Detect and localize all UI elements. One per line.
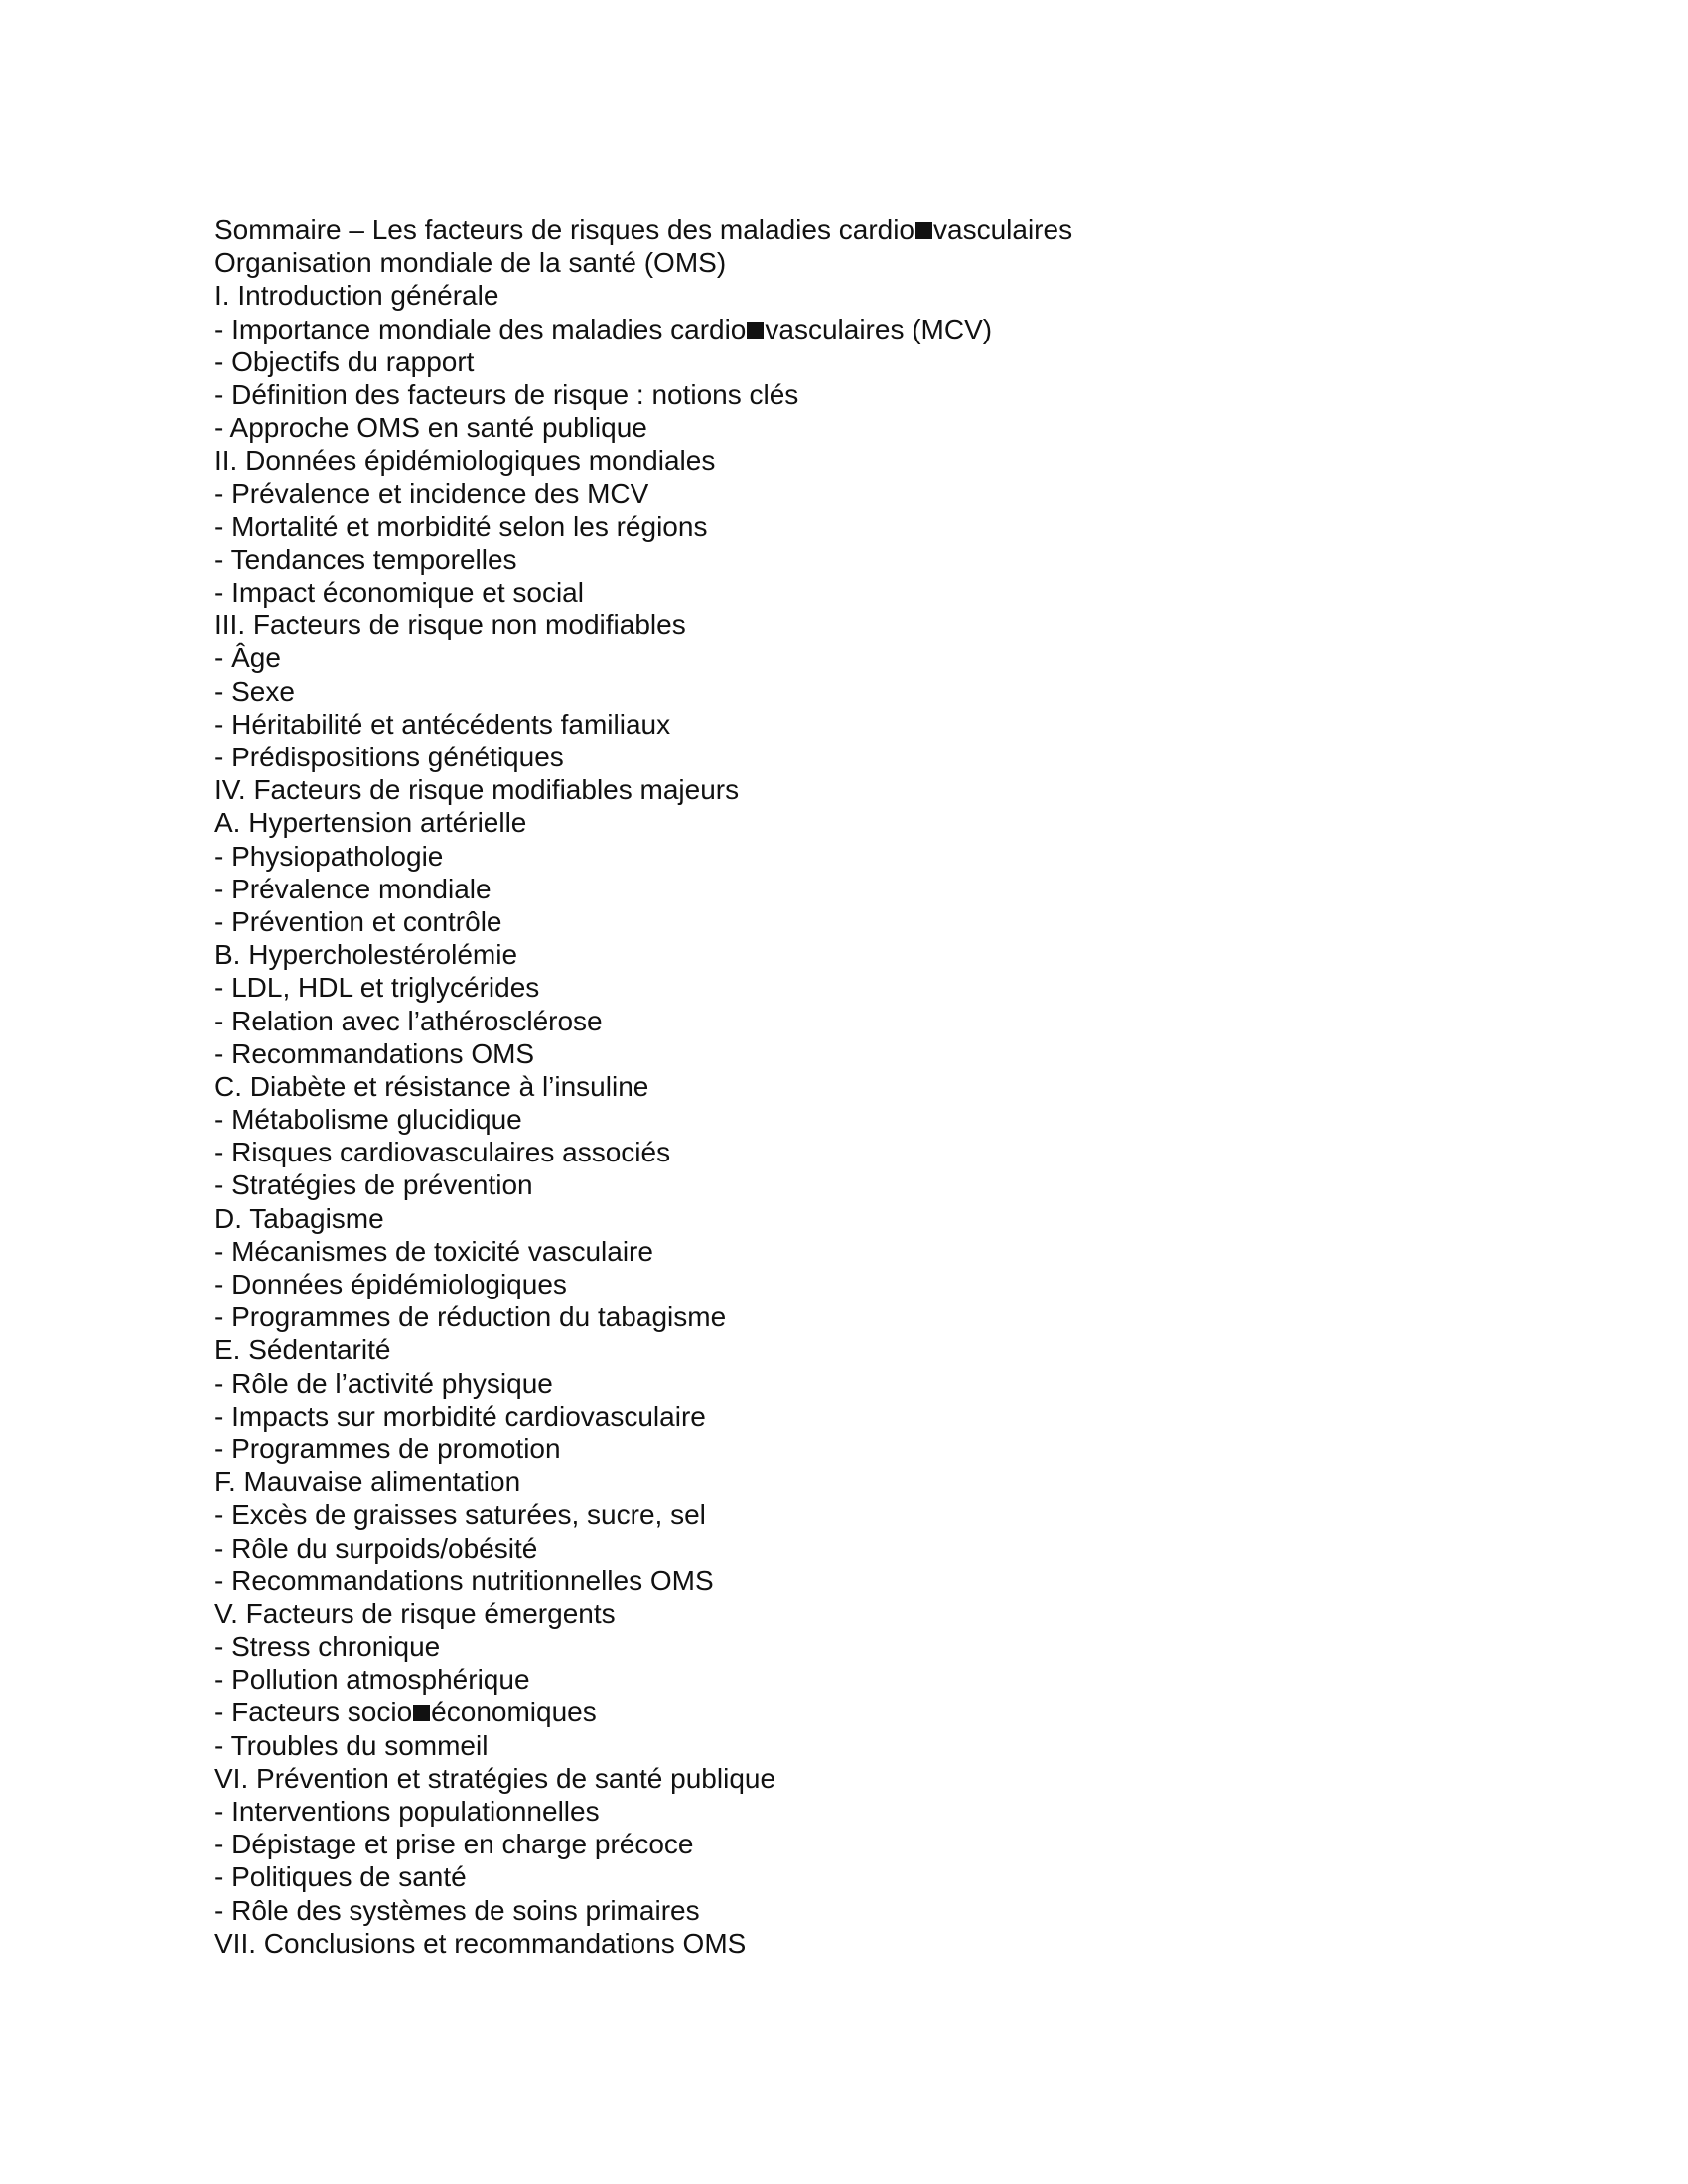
list-item: - Rôle de l’activité physique	[214, 1367, 553, 1399]
list-item: - Risques cardiovasculaires associés	[214, 1137, 671, 1168]
list-item: - Approche OMS en santé publique	[214, 412, 647, 444]
missing-glyph-square	[747, 322, 764, 339]
list-item: - Données épidémiologiques	[214, 1269, 567, 1299]
document-subtitle: Organisation mondiale de la santé (OMS)	[214, 247, 727, 279]
list-item: - Mécanismes de toxicité vasculaire	[214, 1235, 653, 1267]
list-item: - Interventions populationnelles	[214, 1796, 600, 1827]
list-item: - Rôle des systèmes de soins primaires	[214, 1894, 700, 1926]
section-heading: IV. Facteurs de risque modifiables majeurs	[214, 774, 740, 806]
list-item: - Prédispositions génétiques	[214, 742, 564, 772]
subsection-heading: D. Tabagisme	[214, 1202, 384, 1234]
subsection-heading: A. Hypertension artérielle	[214, 807, 527, 839]
list-item: - Âge	[214, 642, 281, 674]
list-item: - Sexe	[214, 675, 295, 707]
section-heading: III. Facteurs de risque non modifiables	[214, 610, 686, 641]
toc-lines	[214, 279, 1485, 1960]
list-item: - Pollution atmosphérique	[214, 1664, 530, 1696]
missing-glyph-square	[915, 222, 932, 239]
list-item: - Prévalence mondiale	[214, 873, 492, 904]
list-item: - Programmes de réduction du tabagisme	[214, 1301, 727, 1333]
section-heading: VI. Prévention et stratégies de santé publique	[214, 1762, 776, 1794]
list-item: - Recommandations OMS	[214, 1037, 535, 1069]
list-item: - Tendances temporelles	[214, 543, 517, 575]
list-item: - Importance mondiale des maladies cardio vasculaires (MCV)	[214, 313, 993, 344]
list-item: - Excès de graisses saturées, sucre, sel	[214, 1499, 706, 1531]
list-item: - Physiopathologie	[214, 840, 444, 872]
list-item: - Objectifs du rapport	[214, 345, 475, 377]
list-item: - Programmes de promotion	[214, 1433, 561, 1464]
list-item: - Dépistage et prise en charge précoce	[214, 1829, 694, 1860]
list-item: - Facteurs socio économiques	[214, 1697, 597, 1728]
document-title: Sommaire – Les facteurs de risques des maladies cardio vasculaires	[214, 214, 1073, 245]
list-item: - Impact économique et social	[214, 577, 584, 609]
table-of-contents	[214, 213, 1485, 1960]
section-heading: VII. Conclusions et recommandations OMS	[214, 1927, 747, 1959]
list-item: - Stress chronique	[214, 1631, 441, 1663]
list-item: - Rôle du surpoids/obésité	[214, 1532, 538, 1564]
list-item: - Stratégies de prévention	[214, 1169, 533, 1201]
subsection-heading: C. Diabète et résistance à l’insuline	[214, 1070, 649, 1102]
section-heading: II. Données épidémiologiques mondiales	[214, 445, 716, 477]
list-item: - Recommandations nutritionnelles OMS	[214, 1565, 714, 1596]
list-item: - Relation avec l’athérosclérose	[214, 1005, 603, 1036]
section-heading: V. Facteurs de risque émergents	[214, 1597, 616, 1629]
section-heading: I. Introduction générale	[214, 280, 499, 312]
list-item: - Impacts sur morbidité cardiovasculaire	[214, 1400, 706, 1432]
missing-glyph-square	[413, 1705, 430, 1721]
list-item: - LDL, HDL et triglycérides	[214, 972, 540, 1004]
list-item: - Troubles du sommeil	[214, 1729, 489, 1761]
list-item: - Métabolisme glucidique	[214, 1104, 522, 1136]
list-item: - Héritabilité et antécédents familiaux	[214, 708, 671, 740]
list-item: - Définition des facteurs de risque : notions clés	[214, 378, 799, 410]
subsection-heading: E. Sédentarité	[214, 1334, 391, 1366]
list-item: - Politiques de santé	[214, 1861, 467, 1893]
subsection-heading: B. Hypercholestérolémie	[214, 939, 518, 971]
list-item: - Prévention et contrôle	[214, 905, 502, 937]
list-item: - Mortalité et morbidité selon les régions	[214, 510, 708, 542]
subsection-heading: F. Mauvaise alimentation	[214, 1466, 521, 1498]
list-item: - Prévalence et incidence des MCV	[214, 478, 649, 509]
